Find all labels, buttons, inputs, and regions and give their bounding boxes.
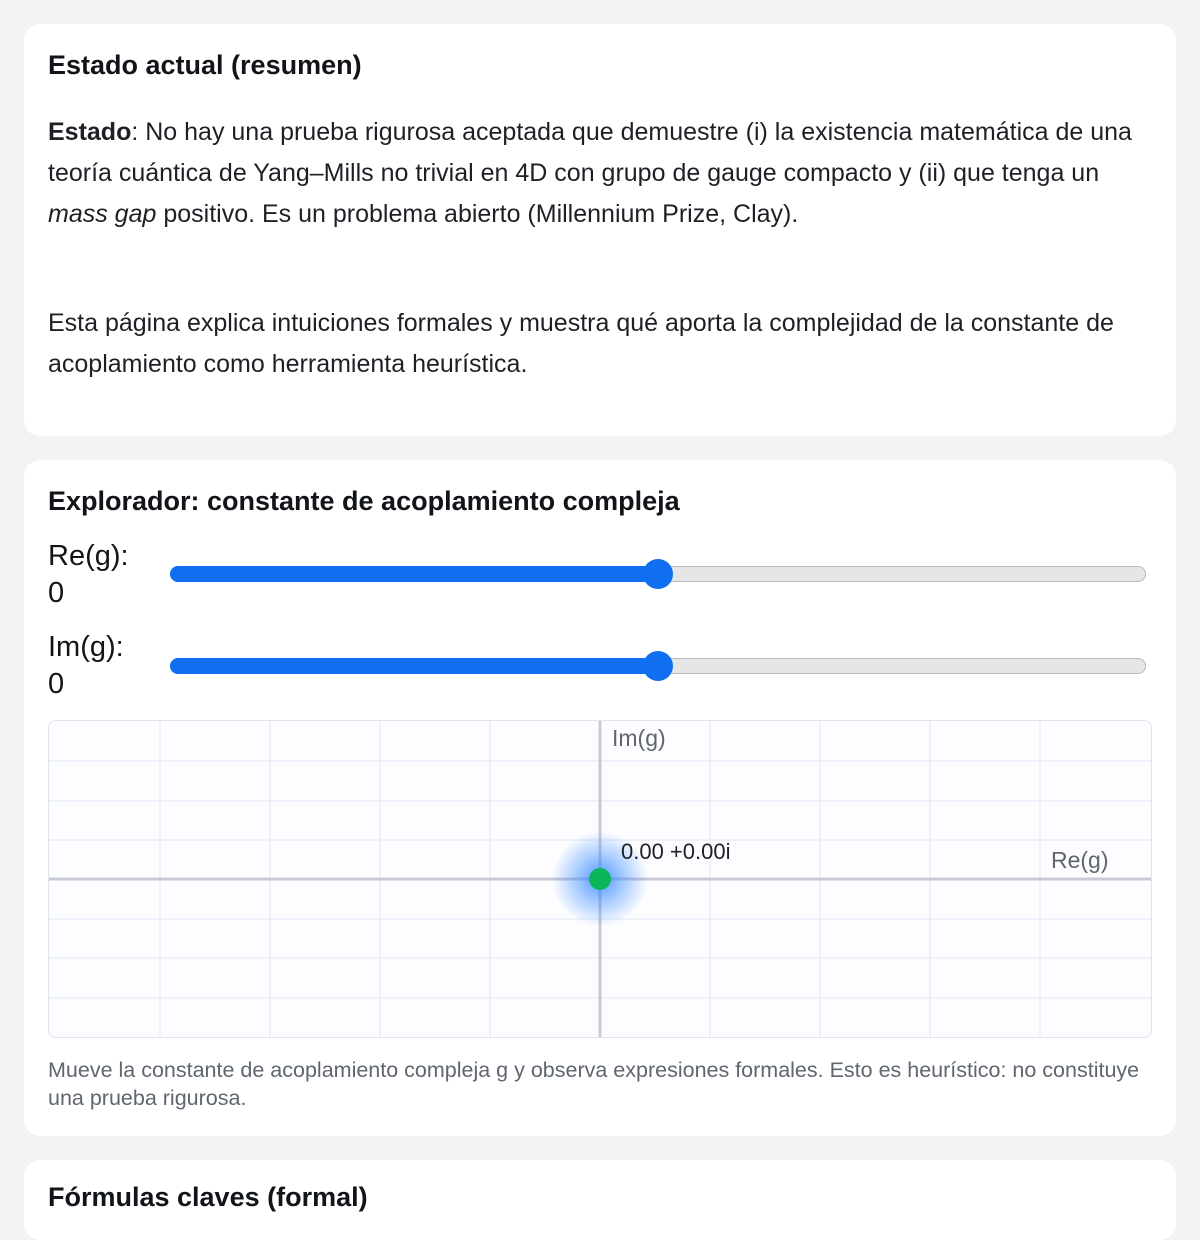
complex-plane-canvas <box>49 721 1152 1038</box>
status-text-part2: positivo. Es un problema abierto (Millennium Prize, Clay). <box>156 200 799 228</box>
point-value-label: 0.00 +0.00i <box>621 839 731 864</box>
re-axis-label: Re(g) <box>1051 847 1109 873</box>
im-slider-thumb[interactable] <box>643 651 673 681</box>
re-slider-fill <box>170 566 658 582</box>
formulas-card <box>24 1160 1176 1240</box>
im-slider-label: Im(g): 0 <box>48 631 124 700</box>
im-axis-label: Im(g) <box>612 725 666 751</box>
explorer-card <box>24 460 1176 1136</box>
im-slider[interactable] <box>170 658 1146 674</box>
mass-gap-term: mass gap <box>48 200 157 228</box>
summary-title: Estado actual (resumen) <box>48 50 362 80</box>
summary-card <box>24 24 1176 436</box>
formulas-title: Fórmulas claves (formal) <box>48 1182 368 1212</box>
coupling-point[interactable] <box>589 868 611 890</box>
intro-paragraph: Esta página explica intuiciones formales y muestra qué aporta la complejidad de la constante de acoplamiento como herramienta heurística. <box>48 309 1114 378</box>
explorer-note: Mueve la constante de acoplamiento compleja g y observa expresiones formales. Esto es heurístico: no constituye una prueba rigurosa. <box>48 1058 1140 1110</box>
re-slider[interactable] <box>170 566 1146 582</box>
re-slider-thumb[interactable] <box>643 559 673 589</box>
status-text-part1: : No hay una prueba rigurosa aceptada que demuestre (i) la existencia matemática de una teoría cuántica de Yang–Mills no trivial en 4D con grupo de gauge compacto y (ii) que tenga un <box>48 118 1132 187</box>
status-paragraph <box>48 112 1138 235</box>
explorer-title: Explorador: constante de acoplamiento compleja <box>48 486 680 516</box>
status-label: Estado <box>48 118 132 146</box>
complex-plane[interactable] <box>48 720 1152 1038</box>
re-slider-label: Re(g): 0 <box>48 540 129 609</box>
im-slider-fill <box>170 658 658 674</box>
